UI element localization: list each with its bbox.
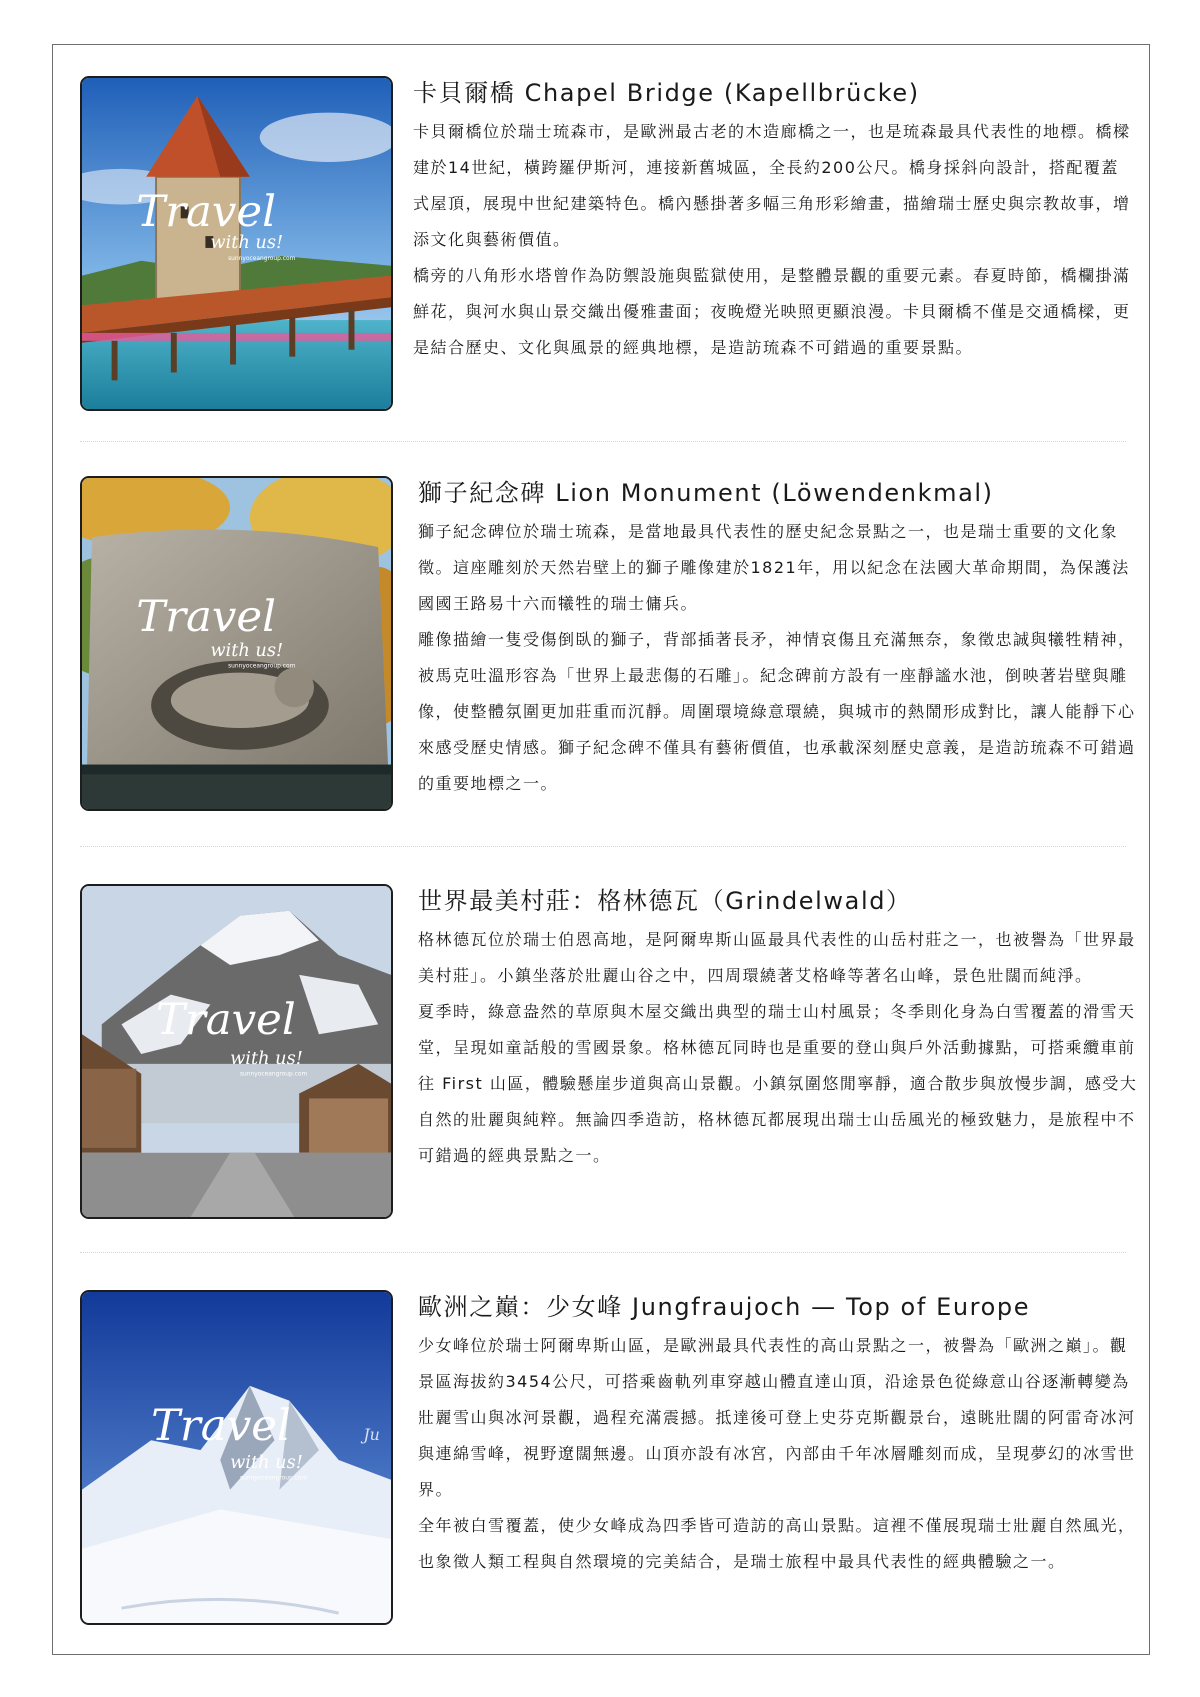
attraction-paragraph: 少女峰位於瑞士阿爾卑斯山區，是歐洲最具代表性的高山景點之一，被譽為「歐洲之巔」。觀景區海拔約3454公尺，可搭乘齒軌列車穿越山體直達山頂，沿途景色從綠意山谷逐漸轉變為壯麗雪山與冰河景觀，過程充滿震撼。抵達後可登上史芬克斯觀景台，遠眺壯闊的阿雷奇冰河與連綿雪峰，視野遼闊無邊。山頂亦設有冰宮，內部由千年冰層雕刻而成，呈現夢幻的冰雪世界。 [418, 1336, 1136, 1499]
grindelwald-text [418, 884, 1138, 1174]
watermark-site: sunnyoceangroup.com [228, 663, 296, 670]
attraction-title: 卡貝爾橋 Chapel Bridge (Kapellbrücke) [413, 79, 920, 107]
attraction-paragraph: 全年被白雪覆蓋，使少女峰成為四季皆可造訪的高山景點。這裡不僅展現瑞士壯麗自然風光，也象徵人類工程與自然環境的完美結合，是瑞士旅程中最具代表性的經典體驗之一。 [418, 1516, 1136, 1571]
attraction-paragraph: 橋旁的八角形水塔曾作為防禦設施與監獄使用，是整體景觀的重要元素。春夏時節，橋欄掛滿鮮花，與河水與山景交織出優雅畫面；夜晚燈光映照更顯浪漫。卡貝爾橋不僅是交通橋樑，更是結合歷史、文化與風景的經典地標，是造訪琉森不可錯過的重要景點。 [413, 266, 1131, 357]
attraction-title: 獅子紀念碑 Lion Monument (Löwendenkmal) [418, 479, 994, 507]
watermark-travel: Travel [156, 995, 296, 1046]
section-divider [80, 1252, 1126, 1253]
lion-monument-text [418, 476, 1138, 802]
chapel-bridge-photo [80, 76, 393, 411]
attraction-paragraph: 格林德瓦位於瑞士伯恩高地，是阿爾卑斯山區最具代表性的山岳村莊之一，也被譽為「世界最美村莊」。小鎮坐落於壯麗山谷之中，四周環繞著艾格峰等著名山峰，景色壯闊而純淨。 [418, 930, 1136, 985]
watermark-with-us: with us! [210, 640, 284, 661]
lion-monument-photo [80, 476, 393, 811]
watermark-travel: Travel [136, 187, 277, 238]
attraction-title: 世界最美村莊：格林德瓦（Grindelwald） [418, 887, 912, 915]
watermark-with-us: with us! [230, 1452, 303, 1473]
chapel-bridge-text [413, 76, 1133, 366]
watermark-site: sunnyoceangroup.com [239, 1071, 308, 1078]
attraction-title: 歐洲之巔：少女峰 Jungfraujoch — Top of Europe [418, 1293, 1031, 1321]
watermark-with-us: with us! [210, 232, 284, 253]
attraction-paragraph: 獅子紀念碑位於瑞士琉森，是當地最具代表性的歷史紀念景點之一，也是瑞士重要的文化象徵。這座雕刻於天然岩壁上的獅子雕像建於1821年，用以紀念在法國大革命期間，為保護法國國王路易十六而犧牲的瑞士傭兵。 [418, 522, 1130, 613]
jungfraujoch-text [418, 1290, 1138, 1580]
attraction-paragraph: 夏季時，綠意盎然的草原與木屋交織出典型的瑞士山村風景；冬季則化身為白雪覆蓋的滑雪天堂，呈現如童話般的雪國景象。格林德瓦同時也是重要的登山與戶外活動據點，可搭乘纜車前往 First 山區，體驗懸崖步道與高山景觀。小鎮氛圍悠閒寧靜，適合散步與放慢步調，感受大自然的壯麗與純粹。無論四季造訪，格林德瓦都展現出瑞士山岳風光的極致魅力，是旅程中不可錯過的經典景點之一。 [418, 1002, 1138, 1165]
watermark-with-us: with us! [230, 1048, 303, 1069]
attraction-paragraph: 雕像描繪一隻受傷倒臥的獅子，背部插著長矛，神情哀傷且充滿無奈，象徵忠誠與犧牲精神，被馬克吐溫形容為「世界上最悲傷的石雕」。紀念碑前方設有一座靜謐水池，倒映著岩壁與雕像，使整體氛圍更加莊重而沉靜。周圍環境綠意環繞，與城市的熱鬧形成對比，讓人能靜下心來感受歷史情感。獅子紀念碑不僅具有藝術價值，也承載深刻歷史意義，是造訪琉森不可錯過的重要地標之一。 [418, 630, 1136, 793]
watermark-site: sunnyoceangroup.com [239, 1475, 308, 1482]
jungfraujoch-photo [80, 1290, 393, 1625]
section-divider [80, 846, 1126, 847]
attraction-paragraph: 卡貝爾橋位於瑞士琉森市，是歐洲最古老的木造廊橋之一，也是琉森最具代表性的地標。橋樑建於14世紀，橫跨羅伊斯河，連接新舊城區，全長約200公尺。橋身採斜向設計，搭配覆蓋式屋頂，展現中世紀建築特色。橋內懸掛著多幅三角形彩繪畫，描繪瑞士歷史與宗教故事，增添文化與藝術價值。 [413, 122, 1131, 249]
watermark-travel: Travel [151, 1401, 291, 1452]
watermark-site: sunnyoceangroup.com [228, 255, 296, 262]
watermark-travel: Travel [136, 592, 277, 643]
svg-text:Ju: Ju [363, 1425, 380, 1445]
section-divider [80, 441, 1126, 442]
grindelwald-photo [80, 884, 393, 1219]
